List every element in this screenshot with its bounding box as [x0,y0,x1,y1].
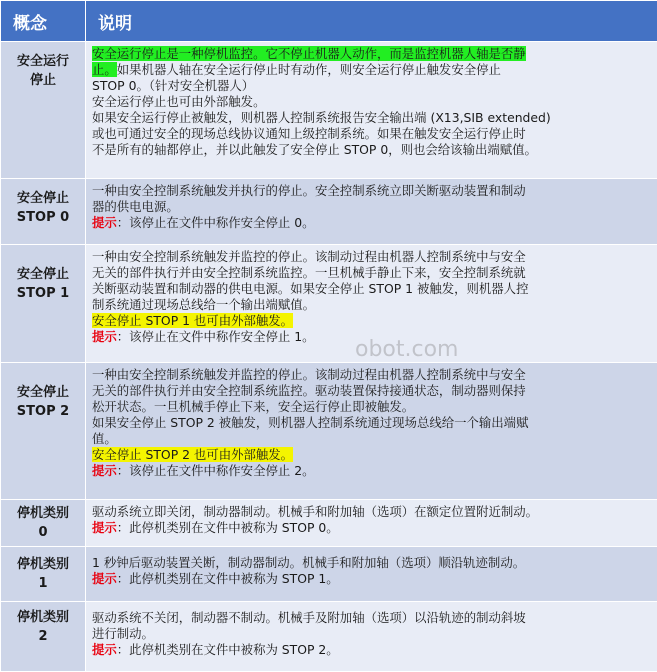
tip-label: 提示 [92,329,117,344]
header-concept: 概念 [1,1,86,42]
concept-line: 0 [2,523,84,542]
tip-line [92,642,651,658]
description-line: 驱动系统立即关闭，制动器制动。机械手和附加轴（选项）在额定位置附近制动。 [92,504,651,520]
description-line: 驱动系统不关闭，制动器不制动。机械手及附加轴（选项）以沿轨迹的制动斜坡 [92,610,651,626]
tip-label: 提示 [92,520,117,535]
tip-line [92,215,651,231]
concept-cell [1,363,86,500]
description-line: 一种由安全控制系统触发并监控的停止。该制动过程由机器人控制系统中与安全 [92,249,651,265]
highlight-yellow: 安全停止 STOP 2 也可由外部触发。 [92,447,293,462]
tip-line [92,329,651,345]
tip-text: ：此停机类别在文件中被称为 STOP 1。 [117,571,339,586]
description-line [92,313,651,329]
concept-line: 停机类别 [2,504,84,523]
tip-text: ：该停止在文件中称作安全停止 1。 [117,329,315,344]
highlight-yellow: 安全停止 STOP 1 也可由外部触发。 [92,313,293,328]
concept-cell [1,179,86,245]
tip-text: ：此停机类别在文件中被称为 STOP 0。 [117,520,339,535]
concept-line: STOP 2 [2,402,84,421]
description-cell [86,547,657,602]
tip-line [92,463,651,479]
concept-line: 停机类别 [2,608,84,627]
description-line: 或也可通过安全的现场总线协议通知上级控制系统。如果在触发安全运行停止时 [92,126,651,142]
tip-text: ：该停止在文件中称作安全停止 2。 [117,463,315,478]
description-line: 值。 [92,431,651,447]
description-cell [86,42,657,179]
description-line: 进行制动。 [92,626,651,642]
concept-line: STOP 0 [2,208,84,227]
description-line: 安全运行停止也可由外部触发。 [92,94,651,110]
description-line: 无关的部件执行并由安全控制系统监控。一旦机械手静止下来，安全控制系统就 [92,265,651,281]
description-line: 器的供电电源。 [92,199,651,215]
concept-line: STOP 1 [2,284,84,303]
highlight-green: 安全运行停止是一种停机监控。它不停止机器人动作，而是监控机器人轴是否静 [92,46,526,61]
description-cell [86,500,657,547]
concept-line: 1 [2,574,84,593]
description-line: 制系统通过现场总线给一个输出端赋值。 [92,297,651,313]
description-text: 如果机器人轴在安全运行停止时有动作，则安全运行停止触发安全停止 [117,62,501,77]
table-row [1,179,657,245]
table-row [1,245,657,363]
description-line [92,46,651,62]
tip-label: 提示 [92,642,117,657]
description-line: 关断驱动装置和制动器的供电电源。如果安全停止 STOP 1 被触发，则机器人控 [92,281,651,297]
tip-text: ：此停机类别在文件中被称为 STOP 2。 [117,642,339,657]
description-cell [86,179,657,245]
table-row [1,500,657,547]
tip-line [92,571,651,587]
tip-label: 提示 [92,215,117,230]
description-line: 不是所有的轴都停止，并以此触发了安全停止 STOP 0，则也会给该输出端赋值。 [92,142,651,158]
concept-line: 安全停止 [2,383,84,402]
description-line: 一种由安全控制系统触发并监控的停止。该制动过程由机器人控制系统中与安全 [92,367,651,383]
description-line: 一种由安全控制系统触发并执行的停止。安全控制系统立即关断驱动装置和制动 [92,183,651,199]
tip-line [92,520,651,536]
description-line: STOP 0。（针对安全机器人） [92,78,651,94]
concept-cell [1,42,86,179]
table-row [1,547,657,602]
description-cell [86,363,657,500]
description-line [92,447,651,463]
description-cell [86,602,657,672]
description-line [92,62,651,78]
tip-label: 提示 [92,571,117,586]
concept-cell [1,245,86,363]
concept-cell [1,500,86,547]
tip-label: 提示 [92,463,117,478]
concept-line: 2 [2,627,84,646]
concept-line: 安全停止 [2,265,84,284]
concept-cell [1,602,86,672]
table-header-row [1,1,657,42]
description-cell [86,245,657,363]
watermark: obot.com [355,337,459,362]
concept-cell [1,547,86,602]
description-line: 如果安全停止 STOP 2 被触发，则机器人控制系统通过现场总线给一个输出端赋 [92,415,651,431]
concept-line: 安全运行 [2,52,84,71]
description-line: 无关的部件执行并由安全控制系统监控。驱动装置保持接通状态，制动器则保持 [92,383,651,399]
description-line: 如果安全运行停止被触发，则机器人控制系统报告安全输出端 (X13,SIB extended) [92,110,651,126]
header-description: 说明 [86,1,657,42]
concept-line: 安全停止 [2,189,84,208]
concept-line: 停机类别 [2,555,84,574]
description-line: 松开状态。一旦机械手停止下来，安全运行停止即被触发。 [92,399,651,415]
table-row [1,42,657,179]
description-line: 1 秒钟后驱动装置关断，制动器制动。机械手和附加轴（选项）顺沿轨迹制动。 [92,555,651,571]
tip-text: ：该停止在文件中称作安全停止 0。 [117,215,315,230]
highlight-green: 止。 [92,62,117,77]
concept-line: 停止 [2,71,84,90]
table-row [1,602,657,672]
table-row [1,363,657,500]
